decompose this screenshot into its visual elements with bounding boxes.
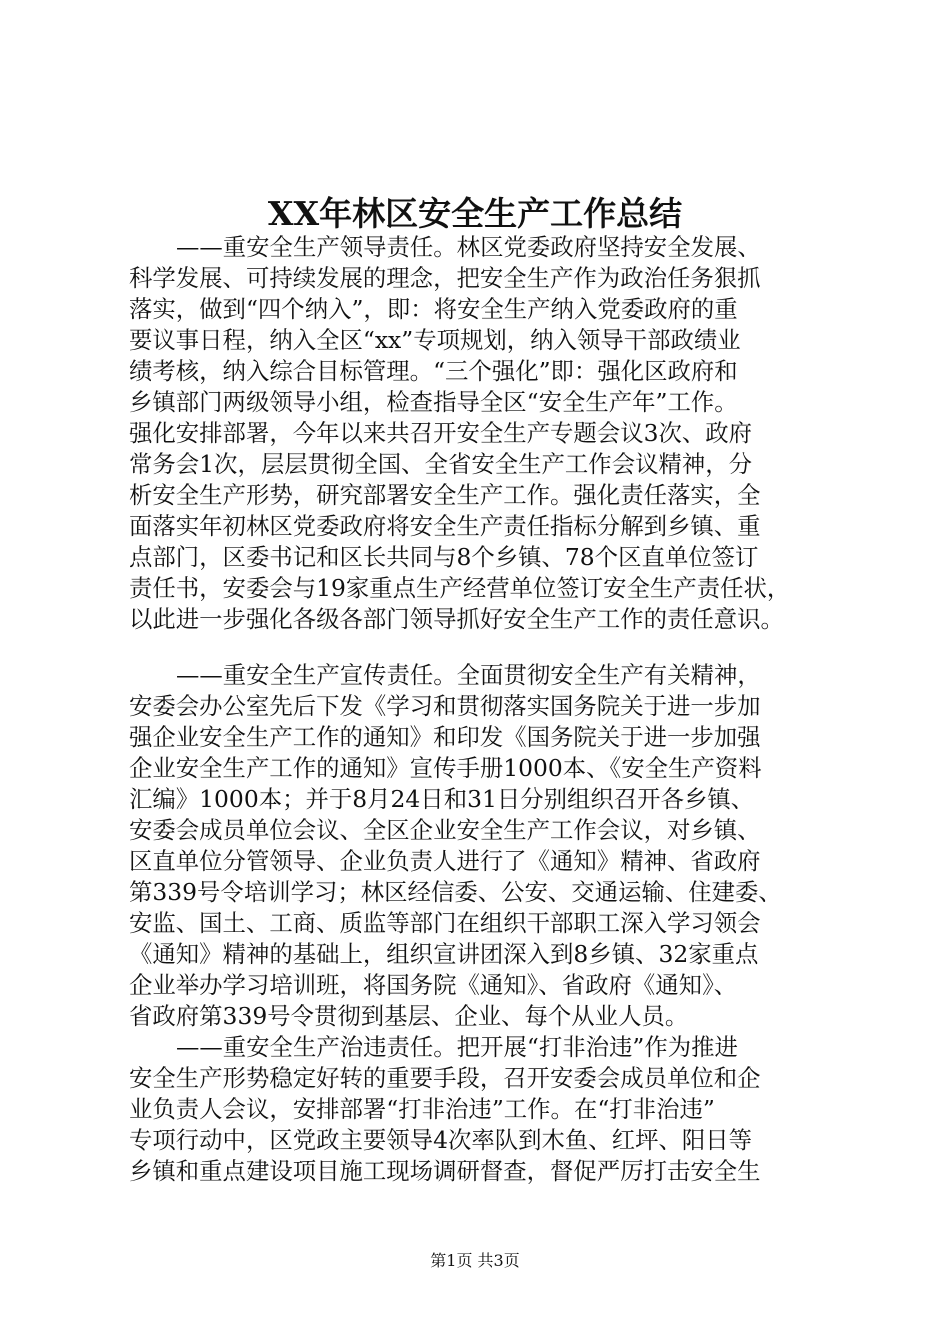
text-line: 强企业安全生产工作的通知》和印发《国务院关于进一步加强 xyxy=(129,723,761,751)
text-line: ——重安全生产领导责任。林区党委政府坚持安全发展、 xyxy=(176,233,761,261)
text-line: ——重安全生产宣传责任。全面贯彻安全生产有关精神， xyxy=(176,661,761,689)
document-body xyxy=(129,232,853,1187)
text-line: 点部门，区委书记和区长共同与8个乡镇、78个区直单位签订 xyxy=(129,543,759,571)
text-line: 以此进一步强化各级各部门领导抓好安全生产工作的责任意识。 xyxy=(129,605,784,633)
text-line: 绩考核，纳入综合目标管理。“三个强化”即：强化区政府和 xyxy=(129,357,738,385)
text-line: ——重安全生产治违责任。把开展“打非治违”作为推进 xyxy=(176,1033,738,1061)
text-line: 落实，做到“四个纳入”，即：将安全生产纳入党委政府的重 xyxy=(129,295,738,323)
paragraph-gap xyxy=(129,635,853,660)
text-line: 业负责人会议，安排部署“打非治违”工作。在“打非治违” xyxy=(129,1095,715,1123)
text-line: 安全生产形势稳定好转的重要手段，召开安委会成员单位和企 xyxy=(129,1064,761,1092)
paragraph-leadership xyxy=(129,232,853,635)
text-line: 企业举办学习培训班，将国务院《通知》、省政府《通知》、 xyxy=(129,971,738,999)
text-line: 科学发展、可持续发展的理念，把安全生产作为政治任务狠抓 xyxy=(129,264,761,292)
text-line: 企业安全生产工作的通知》宣传手册1000本、《安全生产资料 xyxy=(129,754,762,782)
text-line: 区直单位分管领导、企业负责人进行了《通知》精神、省政府 xyxy=(129,847,761,875)
text-line: 责任书，安委会与19家重点生产经营单位签订安全生产责任状， xyxy=(129,574,791,602)
text-line: 面落实年初林区党委政府将安全生产责任指标分解到乡镇、重 xyxy=(129,512,761,540)
text-line: 安委会办公室先后下发《学习和贯彻落实国务院关于进一步加 xyxy=(129,692,761,720)
text-line: 强化安排部署，今年以来共召开安全生产专题会议3次、政府 xyxy=(129,419,753,447)
page-footer: 第1页 共3页 xyxy=(430,1251,520,1270)
paragraph-publicity xyxy=(129,660,853,1032)
text-line: 汇编》1000本；并于8月24日和31日分别组织召开各乡镇、 xyxy=(129,785,755,813)
text-line: 专项行动中，区党政主要领导4次率队到木鱼、红坪、阳日等 xyxy=(129,1126,753,1154)
text-line: 省政府第339号令贯彻到基层、企业、每个从业人员。 xyxy=(129,1002,689,1030)
text-line: 乡镇部门两级领导小组，检查指导全区“安全生产年”工作。 xyxy=(129,388,738,416)
text-line: 要议事日程，纳入全区“xx”专项规划，纳入领导干部政绩业 xyxy=(129,326,741,354)
text-line: 《通知》精神的基础上，组织宣讲团深入到8乡镇、32家重点 xyxy=(129,940,759,968)
text-line: 常务会1次，层层贯彻全国、全省安全生产工作会议精神，分 xyxy=(129,450,753,478)
paragraph-enforcement xyxy=(129,1032,853,1187)
text-line: 第339号令培训学习；林区经信委、公安、交通运输、住建委、 xyxy=(129,878,782,906)
text-line: 析安全生产形势，研究部署安全生产工作。强化责任落实，全 xyxy=(129,481,761,509)
text-line: 乡镇和重点建设项目施工现场调研督查，督促严厉打击安全生 xyxy=(129,1157,761,1185)
text-line: 安监、国土、工商、质监等部门在组织干部职工深入学习领会 xyxy=(129,909,761,937)
text-line: 安委会成员单位会议、全区企业安全生产工作会议，对乡镇、 xyxy=(129,816,761,844)
document-title: XX年林区安全生产工作总结 xyxy=(267,194,683,233)
